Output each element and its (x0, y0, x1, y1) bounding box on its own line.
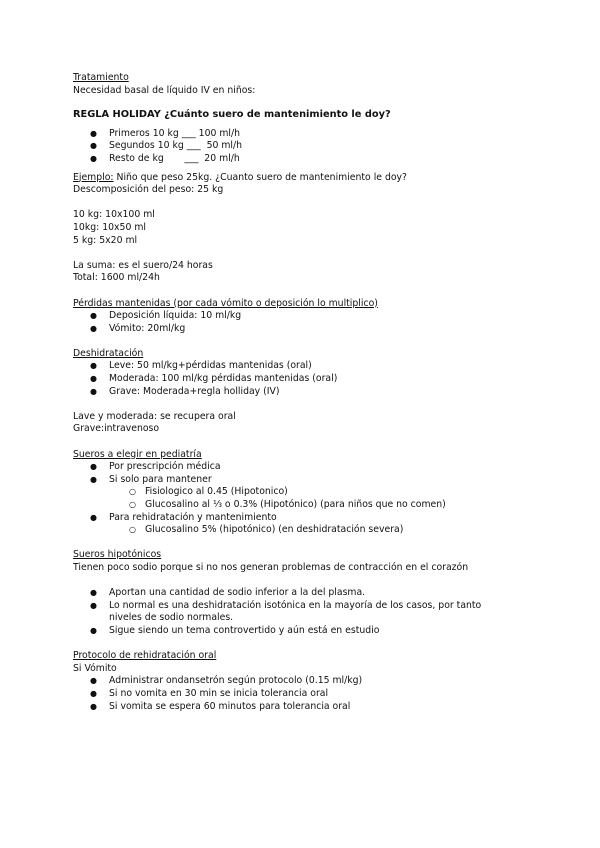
bullet-icon: ● (90, 462, 97, 472)
hipotonicos-text: Tienen poco sodio porque si no nos generan problemas de contracción en el corazón (73, 561, 469, 573)
circle-bullet-icon: ○ (129, 525, 136, 535)
tratamiento-text: Necesidad basal de líquido IV en niños: (73, 84, 256, 96)
total-text: Total: 1600 ml/24h (73, 272, 160, 284)
circle-bullet-icon: ○ (129, 500, 136, 509)
document-page (73, 72, 533, 713)
list-item: ○ Fisiologico al 0.45 (Hipotonico) (129, 486, 288, 498)
sueros-sublist (109, 486, 533, 511)
circle-bullet-icon: ○ (129, 487, 136, 497)
list-item: ● Deposición líquida: 10 ml/kg (90, 310, 242, 322)
bullet-icon: ● (90, 386, 97, 396)
holiday-list (73, 128, 533, 166)
ejemplo-text: Niño que peso 25kg. ¿Cuanto suero de mantenimiento le doy? (113, 171, 407, 183)
bullet-icon: ● (90, 512, 97, 522)
sueros-list (73, 461, 533, 537)
list-item: ● Primeros 10 kg ___ 100 ml/h (90, 127, 241, 139)
ejemplo-line (73, 172, 533, 185)
list-item: ● Administrar ondansetrón según protocolo (0.15 ml/kg) (90, 675, 363, 687)
ejemplo-label: Ejemplo: (73, 171, 114, 183)
descomposicion-text: Descomposición del peso: 25 kg (73, 184, 224, 196)
bullet-icon: ● (90, 311, 97, 321)
bullet-icon: ● (90, 688, 97, 698)
list-item: ● Si vomita se espera 60 minutos para tolerancia oral (90, 700, 351, 712)
list-item: ● Vómito: 20ml/kg (90, 322, 186, 334)
calc-line: 5 kg: 5x20 ml (73, 234, 138, 246)
calc-line: 10kg: 10x50 ml (73, 221, 146, 233)
list-item: ○ Glucosalino al ⅓ o 0.3% (Hipotónico) (para niños que no comen) (129, 499, 446, 510)
list-item: ○ Glucosalino 5% (hipotónico) (en deshidratación severa) (129, 524, 404, 536)
bullet-icon: ● (90, 323, 97, 333)
protocolo-text: Si Vómito (73, 662, 117, 674)
list-item: ● Para rehidratación y mantenimiento ○ Glucosalino 5% (hipotónico) (en deshidratación severa) (73, 512, 533, 537)
bullet-icon: ● (90, 141, 97, 151)
deshidratacion-list (73, 360, 533, 398)
deshidratacion-note: Lave y moderada: se recupera oral (73, 410, 236, 422)
section-heading-tratamiento: Tratamiento (73, 72, 129, 83)
bullet-icon: ● (90, 474, 97, 484)
bullet-icon: ● (90, 153, 97, 163)
bullet-icon: ● (90, 600, 97, 610)
holiday-title: REGLA HOLIDAY ¿Cuánto suero de mantenimiento le doy? (73, 109, 391, 121)
bullet-icon: ● (90, 374, 97, 384)
deshidratacion-note: Grave:intravenoso (73, 423, 160, 435)
perdidas-list (73, 310, 533, 335)
list-item: ● Resto de kg ___ 20 ml/h (90, 152, 240, 164)
list-item: ● Moderada: 100 ml/kg pérdidas mantenidas (oral) (90, 373, 338, 385)
list-item: ● Segundos 10 kg ___ 50 ml/h (90, 140, 243, 152)
section-heading-protocolo: Protocolo de rehidratación oral (73, 650, 217, 662)
suma-text: La suma: es el suero/24 horas (73, 259, 213, 271)
section-heading-hipotonicos: Sueros hipotónicos (73, 549, 162, 561)
list-item: ● Leve: 50 ml/kg+pérdidas mantenidas (oral) (90, 360, 312, 372)
bullet-icon: ● (90, 361, 97, 371)
calc-line: 10 kg: 10x100 ml (73, 209, 155, 221)
list-item: ● Por prescripción médica (90, 461, 221, 473)
sueros-sublist (109, 524, 533, 537)
bullet-icon: ● (90, 588, 97, 598)
list-item: ● Si no vomita en 30 min se inicia tolerancia oral (90, 687, 329, 699)
protocolo-list (73, 675, 533, 713)
bullet-icon: ● (90, 701, 97, 711)
list-item: ● Grave: Moderada+regla holliday (IV) (90, 385, 280, 397)
list-item: ● Sigue siendo un tema controvertido y aún está en estudio (90, 624, 380, 636)
hipotonicos-list (73, 587, 533, 637)
bullet-icon: ● (90, 625, 97, 635)
list-item: ● Aportan una cantidad de sodio inferior a la del plasma. (90, 587, 366, 599)
section-heading-sueros: Sueros a elegir en pediatría (73, 448, 202, 460)
section-heading-perdidas: Pérdidas mantenidas (por cada vómito o deposición lo multiplico) (73, 297, 378, 309)
bullet-icon: ● (90, 676, 97, 686)
section-heading-deshidratacion: Deshidratación (73, 347, 144, 359)
list-item: ● Si solo para mantener ○ Fisiologico al 0.45 (Hipotonico) ○ Glucosalino al ⅓ o 0.3% (Hipotónico) (para niños que no comen) (73, 474, 533, 512)
bullet-icon: ● (90, 128, 97, 138)
list-item: ● Lo normal es una deshidratación isotónica en la mayoría de los casos, por tanto niveles de sodio normales. (90, 599, 482, 624)
